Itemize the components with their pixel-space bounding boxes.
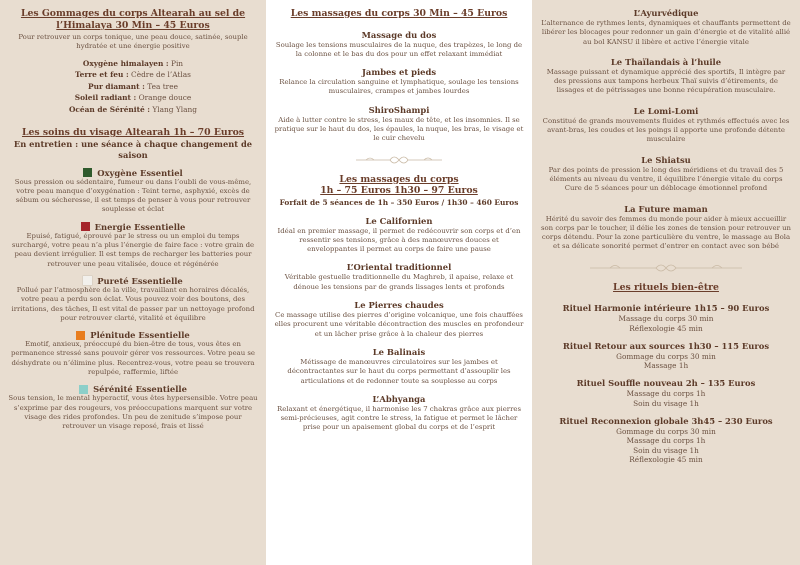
visage-item-oxygene <box>8 168 258 215</box>
massage-title: L’Abhyanga <box>372 393 426 404</box>
white-square-icon <box>83 276 92 285</box>
massage-text: L’alternance de rythmes lents, dynamiques et chauffants permettent de libérer les blocages pour redonner un gain d’énergie et de vitalité allié au bol KANSU il libère et active l’énergie vitale <box>541 19 791 46</box>
massages-1h-section <box>274 174 524 433</box>
massage-text: Métissage de manœuvres circulatoires sur les jambes et décontractantes sur le haut du corps permettant d’assouplir les articulations et de redonner toute sa souplesse au corps <box>287 357 511 385</box>
rituel-title: Rituel Harmonie intérieure 1h15 – 90 Euros <box>562 303 770 314</box>
massage-text: Relaxant et énergétique, il harmonise les 7 chakras grâce aux pierres semi-précieuses, agit contre le stress, la fatigue et permet le lâcher prise pour un apaisement global du corps et de l’esprit <box>277 404 521 432</box>
visage-item-title: Sérénité Essentielle <box>93 384 187 395</box>
massages-1h-prices: 1h – 75 Euros 1h30 – 97 Euros <box>320 185 478 197</box>
visage-item-text: Pollué par l’atmosphère de la ville, travaillant en horaires décalés, votre peau a perdu son éclat. Vous pouvez voir des boutons, des irritations, des tâches, Il est vital de passer par un nettoyage profond pour retrouver clarté, vitalité et équilibre <box>11 285 255 322</box>
visage-section <box>8 127 258 431</box>
rituel-item <box>540 416 792 464</box>
gommage-row: Pur diamant : Tea tree <box>88 81 178 91</box>
visage-item-title: Pureté Essentielle <box>97 275 183 286</box>
visage-item-text: Emotif, anxieux, préoccupé du bien-être de tous, vous êtes en permanence stressé sans pouvoir gérer vos ressources. Votre peau se déshydrate ou n’élimine plus. Recentrez-vous, votre peau se trouvera repulpée, raffermie, liftée <box>10 340 255 377</box>
rituels-section <box>540 282 792 464</box>
massage-text: Par des points de pression le long des méridiens et du travail des 5 éléments au niveau du ventre, il équilibre l’énergie vitale du corps Cure de 5 séances pour un déblocage émotionnel profond <box>548 165 784 193</box>
massage-text: Massage puissant et dynamique apprécié des sportifs, Il intègre par des pressions aux tampons herbeux Thaï suivis d’étirements, de lissages et de pétrissages une bonne récupération musculaire. <box>546 67 786 95</box>
rituel-item <box>540 341 792 371</box>
massage-text: Véritable gestuelle traditionnelle du Maghreb, il apaise, relaxe et dénoue les tensions par de grands lissages lents et profonds <box>284 273 514 291</box>
rituel-title: Rituel Retour aux sources 1h30 – 115 Euros <box>562 340 770 351</box>
leaf-ornament-icon <box>354 152 444 168</box>
massage-text: Relance la circulation sanguine et lymphatique, soulage les tensions musculaires, crampes et jambes lourdes <box>279 78 519 96</box>
rituel-title: Rituel Reconnexion globale 3h45 – 230 Euros <box>559 416 773 427</box>
gommage-row: Océan de Sérénité : Ylang Ylang <box>68 104 198 114</box>
rituel-line: Gommage du corps 30 min <box>616 351 716 361</box>
visage-item-text: Epuisé, fatigué, éprouvé par le stress ou un emploi du temps surchargé, votre peau n’a plus l’énergie de faire face : votre grain de peau devient irrégulier. Il est temps de recharger les batteries pour retrouver une peau vitalisée, douce et régénérée <box>11 231 255 268</box>
rituel-line: Massage 1h <box>643 361 689 371</box>
rituels-title: Les rituels bien-être <box>613 281 719 293</box>
rituel-line: Gommage du corps 30 min <box>616 427 716 437</box>
visage-item-plenitude <box>8 330 258 377</box>
right-column <box>532 0 800 565</box>
gommages-title-line1: Les Gommages du corps Altearah au sel de <box>20 8 246 19</box>
rituel-item <box>540 378 792 408</box>
gommages-title-line2: l’Himalaya 30 Min – 45 Euros <box>56 19 210 31</box>
massages-30-section <box>274 8 524 144</box>
middle-column <box>266 0 532 565</box>
massages-1h-title: Les massages du corps <box>339 173 459 185</box>
massages-30-title: Les massages du corps 30 Min – 45 Euros <box>290 8 508 19</box>
orange-square-icon <box>76 331 85 340</box>
massage-title: ShiroShampi <box>368 104 430 115</box>
massage-title: L’Ayurvédique <box>633 8 699 18</box>
massage-text: Ce massage utilise des pierres d’origine volcanique, une fois chauffées elles procurent une véritable décontraction des muscles en profondeur et un lâcher prise grâce à la chaleur des pierres <box>274 311 524 338</box>
massage-title: Le Pierres chaudes <box>354 300 444 311</box>
visage-item-purete <box>8 276 258 323</box>
rituel-line: Massage du corps 30 min <box>618 314 714 324</box>
visage-subtitle: En entretien : une séance à chaque changement de saison <box>13 138 253 160</box>
massage-title: Jambes et pieds <box>361 67 437 78</box>
teal-square-icon <box>79 385 88 394</box>
massage-title: Le Lomi-Lomi <box>633 105 699 116</box>
gommage-row: Terre et feu : Cèdre de l’Atlas <box>75 70 191 80</box>
rituel-line: Soin du visage 1h <box>633 398 699 408</box>
red-square-icon <box>81 222 90 231</box>
rituel-line: Réflexologie 45 min <box>629 323 703 333</box>
rituel-title: Rituel Souffle nouveau 2h – 135 Euros <box>576 378 756 389</box>
visage-title: Les soins du visage Altearah 1h – 70 Euros <box>21 127 245 139</box>
rituel-item <box>540 303 792 333</box>
massages-forfait: Forfait de 5 séances de 1h – 350 Euros / 1h30 – 460 Euros <box>279 197 519 207</box>
rituel-line: Massage du corps 1h <box>626 436 706 446</box>
visage-item-title: Plénitude Essentielle <box>90 330 190 341</box>
gommages-intro: Pour retrouver un corps tonique, une peau douce, satinée, souple hydratée et une énergie positive <box>18 33 248 51</box>
massage-text: Aide à lutter contre le stress, les maux de tête, et les insomnies. Il se pratique sur le haut du dos, les épaules, la nuque, les bras, le visage et le cuir chevelu <box>274 115 524 143</box>
leaf-ornament-icon <box>586 260 746 276</box>
massage-text: Soulage les tensions musculaires de la nuque, des trapèzes, le long de la colonne et le bas du dos pour un effet relaxant immédiat <box>275 40 523 58</box>
rituel-line: Massage du corps 1h <box>626 389 706 399</box>
gommages-section <box>8 8 258 115</box>
gommage-row: Oxygène himalayen : Pin <box>82 58 184 68</box>
massage-title: Massage du dos <box>361 29 437 40</box>
visage-item-energie <box>8 222 258 269</box>
visage-item-text: Sous pression ou sédentaire, fumeur ou dans l’oubli de vous-même, votre peau manque d’oxygénation : Teint terne, asphyxié, excès de sébum ou sécheresse, il est temps de penser à vous pour retrouver souplesse et éclat <box>14 177 252 214</box>
massage-title: Le Californien <box>365 215 433 226</box>
visage-item-title: Oxygène Essentiel <box>97 167 183 178</box>
massage-title: L’Oriental traditionnel <box>346 262 452 273</box>
visage-item-serenite <box>8 384 258 431</box>
rituel-line: Soin du visage 1h <box>633 445 699 455</box>
visage-item-text: Sous tension, le mental hyperactif, vous êtes hypersensible. Votre peau s’exprime par des rougeurs, vos préoccupations marquent sur votre visage des rides profondes. Un peu de zenitude s’impose pour retrouver un visage reposé, frais et lissé <box>8 394 258 431</box>
left-column <box>0 0 266 565</box>
massage-text: Idéal en premier massage, il permet de redécouvrir son corps et d’en ressentir ses tensions, grâce à des manœuvres douces et enveloppantes il permet au corps de faire une pause <box>277 226 521 254</box>
gommage-row: Soleil radiant : Orange douce <box>74 93 192 103</box>
massage-title: La Future maman <box>624 203 708 214</box>
massage-text: Hérité du savoir des femmes du monde pour aider à mieux accueillir son corps par le toucher, il délie les zones de tension pour retrouver un corps détendu. Pour la zone particulière du ventre, le massage au Bola et sa délicate sonorité permet d’entrer en contact avec son bébé <box>541 214 791 251</box>
massages-continued <box>540 8 792 252</box>
rituel-line: Réflexologie 45 min <box>629 454 703 464</box>
massage-title: Le Thaïlandais à l’huile <box>610 56 722 67</box>
massage-text: Constitué de grands mouvements fluides et rythmés effectués avec les avant-bras, les coudes et les poings il apporte une profonde détente musculaire <box>542 116 790 144</box>
massage-title: Le Shiatsu <box>641 154 691 165</box>
massage-title: Le Balinais <box>372 346 426 357</box>
gommages-list <box>8 58 258 116</box>
visage-item-title: Energie Essentielle <box>94 221 186 232</box>
green-square-icon <box>83 168 92 177</box>
